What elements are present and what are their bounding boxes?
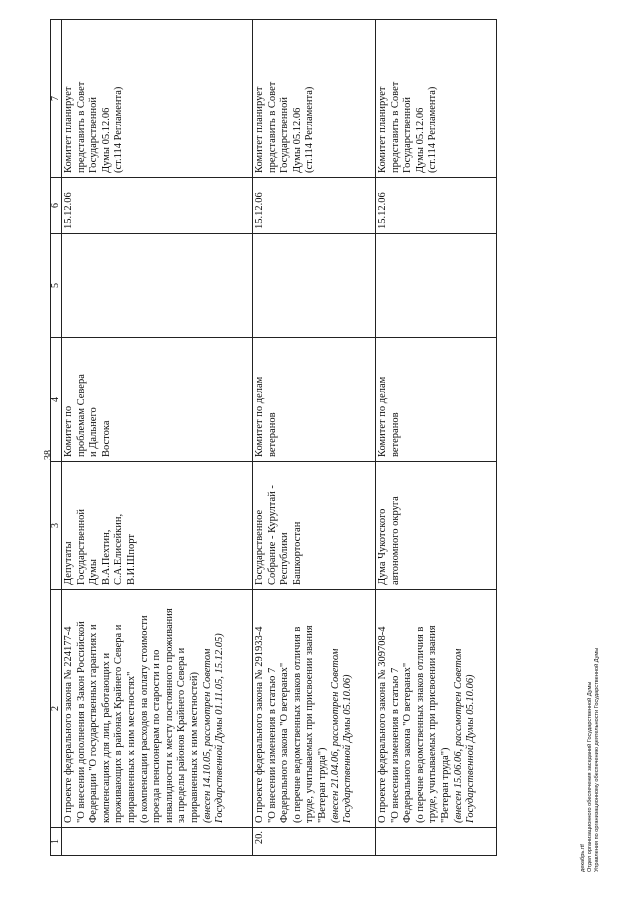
row-number bbox=[376, 828, 497, 856]
plan-line: (ст.114 Регламента) bbox=[113, 86, 125, 173]
committee-line: ветеранов bbox=[389, 412, 401, 457]
footer-filename: декабрь.rtf bbox=[580, 844, 586, 872]
committee-line: и Дальнего bbox=[88, 407, 100, 457]
bill-line: за пределы районов Крайнего Севера и bbox=[176, 647, 188, 823]
bill-line: приравненных к ним местностях" bbox=[125, 671, 137, 823]
bill-line: О проекте федерального закона № 224177-4 bbox=[63, 626, 74, 823]
col-header-5: 5 bbox=[51, 234, 62, 338]
responsible-committee bbox=[62, 338, 253, 462]
date-cell: 15.12.06 bbox=[253, 178, 376, 234]
bill-note: (внесен 14.10.05, рассмотрен Советом bbox=[201, 648, 213, 823]
header-row bbox=[51, 20, 62, 856]
author-line: Башкортостан bbox=[291, 521, 303, 585]
footer-rotated bbox=[580, 542, 622, 872]
author-line: Дума Чукотского bbox=[377, 508, 388, 585]
bill-line: компенсациях для лиц, работающих и bbox=[100, 652, 112, 823]
plan-line: Комитет планирует bbox=[254, 86, 265, 173]
bill-line: (о перечне ведомственных знаков отличия в bbox=[414, 626, 426, 823]
date-cell: 15.12.06 bbox=[376, 178, 497, 234]
page-number: 38 bbox=[43, 450, 54, 460]
bill-line: инвалидности к месту постоянного проживания bbox=[163, 608, 175, 823]
page-footer bbox=[580, 542, 622, 872]
author-line: автономного округа bbox=[389, 496, 401, 585]
bill-line: труде, учитываемых при присвоении звания bbox=[304, 625, 316, 823]
committee-line: ветеранов bbox=[266, 412, 278, 457]
plan-line: Государственной bbox=[88, 97, 100, 173]
bill-line: проживающих в районах Крайнего Севера и bbox=[113, 624, 125, 823]
bill-note: (внесен 21.04.06, рассмотрен Советом bbox=[329, 648, 341, 823]
committee-line: Востока bbox=[100, 420, 112, 457]
bill-line: "Ветеран труда") bbox=[439, 747, 451, 823]
bill-line: Федерального закона "О ветеранах" bbox=[402, 662, 414, 823]
author-line: Государственное bbox=[254, 509, 265, 585]
committee-line: Комитет по делам bbox=[377, 376, 388, 457]
plan-cell bbox=[376, 20, 497, 178]
committee-line: Комитет по делам bbox=[254, 376, 265, 457]
col-header-4: 4 bbox=[51, 338, 62, 462]
col5-cell bbox=[253, 234, 376, 338]
plan-line: Комитет планирует bbox=[63, 86, 74, 173]
bill-note: Государственной Думы 05.10.06) bbox=[342, 674, 354, 823]
bill-line: приравненных к ним местностей) bbox=[188, 671, 200, 823]
col5-cell bbox=[376, 234, 497, 338]
plan-line: Думы 05.12.06 bbox=[100, 107, 112, 173]
committee-line: проблемам Севера bbox=[75, 374, 87, 457]
bill-line: О проекте федерального закона № 291933-4 bbox=[254, 626, 265, 823]
bill-line: "О внесении изменения в статью 7 bbox=[266, 667, 278, 823]
plan-line: (ст.114 Регламента) bbox=[427, 86, 439, 173]
plan-line: Государственной bbox=[279, 97, 291, 173]
col-header-3: 3 bbox=[51, 462, 62, 590]
bills-table bbox=[50, 19, 497, 856]
responsible-committee bbox=[253, 338, 376, 462]
footer-directorate: Управления по организационному обеспечению деятельности Государственной Думы bbox=[594, 647, 600, 872]
plan-cell bbox=[253, 20, 376, 178]
bill-author bbox=[376, 462, 497, 590]
col5-cell bbox=[62, 234, 253, 338]
plan-line: (ст.114 Регламента) bbox=[304, 86, 316, 173]
bill-line: "О внесении дополнения в Закон Российской bbox=[75, 621, 87, 823]
plan-line: представить в Совет bbox=[75, 81, 87, 173]
table-row bbox=[253, 20, 376, 856]
bill-description bbox=[62, 590, 253, 828]
bill-author bbox=[253, 462, 376, 590]
bill-line: Федерации "О государственных гарантиях и bbox=[88, 624, 100, 823]
rotated-table-container bbox=[50, 20, 600, 856]
plan-cell bbox=[62, 20, 253, 178]
responsible-committee bbox=[376, 338, 497, 462]
bill-note: Государственной Думы 01.11.05, 15.12.05) bbox=[214, 633, 226, 823]
plan-line: Думы 05.12.06 bbox=[414, 107, 426, 173]
bill-line: труде, учитываемых при присвоении звания bbox=[427, 625, 439, 823]
plan-line: представить в Совет bbox=[389, 81, 401, 173]
bill-line: проезда пенсионерам по старости и по bbox=[151, 649, 163, 823]
col-header-1: 1 bbox=[51, 828, 62, 856]
row-number bbox=[62, 828, 253, 856]
bill-note: Государственной Думы 05.10.06) bbox=[465, 674, 477, 823]
bill-description bbox=[376, 590, 497, 828]
author-line: С.А.Елисейкин, bbox=[113, 513, 125, 585]
author-line: Думы bbox=[88, 559, 100, 585]
col-header-6: 6 bbox=[51, 178, 62, 234]
col-header-2: 2 bbox=[51, 590, 62, 828]
bill-author bbox=[62, 462, 253, 590]
bill-line: Федерального закона "О ветеранах" bbox=[279, 662, 291, 823]
author-line: Депутаты bbox=[63, 541, 74, 585]
author-line: Собрание - Курултай - bbox=[266, 485, 278, 585]
bill-line: О проекте федерального закона № 309708-4 bbox=[377, 626, 388, 823]
author-line: Государственной bbox=[75, 509, 87, 585]
author-line: В.И.Шпорт bbox=[125, 534, 137, 585]
author-line: Республики bbox=[279, 532, 291, 585]
committee-line: Комитет по bbox=[63, 405, 74, 457]
table-row bbox=[62, 20, 253, 856]
plan-line: Думы 05.12.06 bbox=[291, 107, 303, 173]
plan-line: Комитет планирует bbox=[377, 86, 388, 173]
bill-line: "Ветеран труда") bbox=[316, 747, 328, 823]
col-header-7: 7 bbox=[51, 20, 62, 178]
bill-line: (о компенсации расходов на оплату стоимости bbox=[138, 615, 150, 823]
plan-line: Государственной bbox=[402, 97, 414, 173]
bill-description bbox=[253, 590, 376, 828]
bill-note: (внесен 15.06.06, рассмотрен Советом bbox=[452, 648, 464, 823]
table-row bbox=[376, 20, 497, 856]
bill-line: "О внесении изменения в статью 7 bbox=[389, 667, 401, 823]
row-number: 20. bbox=[253, 828, 376, 856]
footer-department: Отдел организационного обеспечения заседаний Государственной Думы bbox=[587, 681, 593, 872]
date-cell: 15.12.06 bbox=[62, 178, 253, 234]
bill-line: (о перечне ведомственных знаков отличия в bbox=[291, 626, 303, 823]
author-line: В.А.Пехтин, bbox=[100, 529, 112, 585]
plan-line: представить в Совет bbox=[266, 81, 278, 173]
